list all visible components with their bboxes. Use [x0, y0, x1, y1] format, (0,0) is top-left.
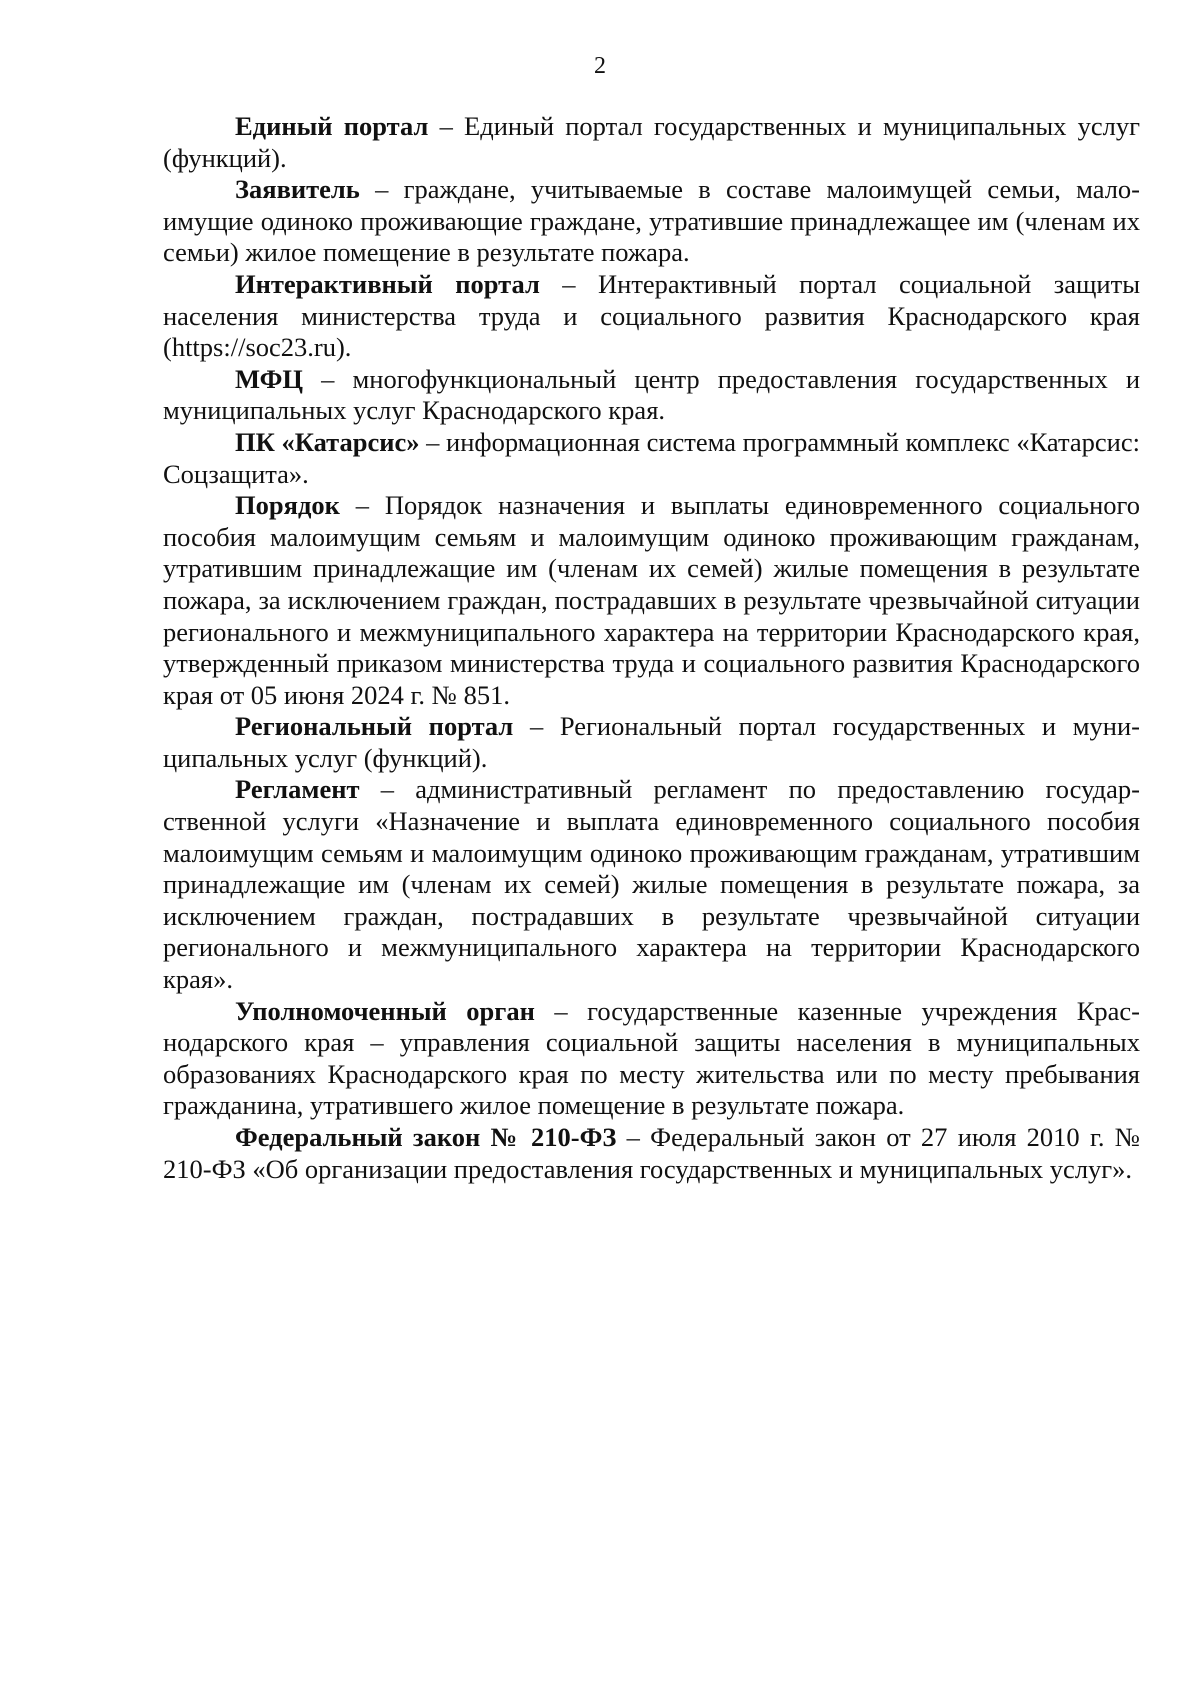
- page-number: 2: [594, 53, 606, 79]
- definition-entry: [163, 996, 1140, 1122]
- definition-term: Региональный портал: [235, 711, 514, 742]
- definition-term: Заявитель: [235, 174, 360, 205]
- definition-text: – граждане, учитываемые в составе малоимущей семьи, малоимущие одиноко проживающие граждане, утратившие принадлежащее им (членам их семьи) жилое помещение в результате пожара.: [163, 174, 1140, 268]
- definition-entry: [163, 174, 1140, 269]
- definition-entry: [163, 427, 1140, 490]
- definition-entry: [163, 711, 1140, 774]
- definition-term: Порядок: [235, 490, 340, 521]
- definition-text: – Порядок назначения и выплаты единовременного социального пособия малоимущим семьям и малоимущим одиноко проживающим гражданам, утратившим принадлежащие им (членам их семей) жилые помещения в результате пожара, за исключением граждан, пострадавших в результате чрезвычайной ситуации регионального и межмуниципального характера на территории Краснодарского края, утвержденный приказом министерства труда и социального развития Краснодарского края от 05 июня 2024 г. № 851.: [163, 490, 1140, 710]
- definition-entry: [163, 269, 1140, 364]
- definition-entry: [163, 1122, 1140, 1185]
- definition-term: Уполномоченный орган: [235, 995, 535, 1026]
- definition-text: – административный регламент по предоставлению государственной услуги «Назначение и выплата единовременного социального пособия малоимущим семьям и малоимущим одиноко проживающим гражданам, утратившим принадлежащие им (членам их семей) жилые помещения в результате пожара, за исключением граждан, пострадавших в результате чрезвычайной ситуации регионального и межмуниципального характера на территории Краснодарского края».: [163, 774, 1140, 995]
- definition-term: Регламент: [235, 774, 360, 805]
- definition-text: – Федеральный закон от 27 июля 2010 г. № 210-ФЗ «Об организации предоставления государственных и муниципальных услуг».: [163, 1122, 1140, 1184]
- definition-text: – Единый портал государственных и муниципальных услуг (функций).: [163, 111, 1140, 173]
- definition-term: ПК «Катарсис»: [235, 426, 420, 457]
- definition-entry: [163, 774, 1140, 995]
- definition-entry: [163, 490, 1140, 711]
- definition-text: – государственные казенные учреждения Краснодарского края – управления социальной защиты населения в муниципальных образованиях Краснодарского края по месту жительства или по месту пребывания гражданина, утратившего жилое помещение в результате пожара.: [163, 995, 1140, 1121]
- definition-entry: [163, 111, 1140, 174]
- definition-term: МФЦ: [235, 363, 304, 394]
- definition-term: Интерактивный портал: [235, 268, 540, 299]
- definitions-list: [163, 111, 1140, 1185]
- definition-text: – Интерактивный портал социальной защиты населения министерства труда и социального развития Краснодарского края (https://soc23.ru).: [163, 268, 1140, 363]
- definition-text: – Региональный портал государственных и муниципальных услуг (функций).: [163, 711, 1140, 773]
- definition-entry: [163, 364, 1140, 427]
- definition-term: Федеральный закон № 210-ФЗ: [235, 1122, 617, 1152]
- definition-text: – информационная система программный комплекс «Катарсис: Соцзащита».: [163, 426, 1140, 489]
- definition-text: – многофункциональный центр предоставления государственных и муниципальных услуг Краснодарского края.: [163, 363, 1140, 426]
- definition-term: Единый портал: [235, 111, 429, 141]
